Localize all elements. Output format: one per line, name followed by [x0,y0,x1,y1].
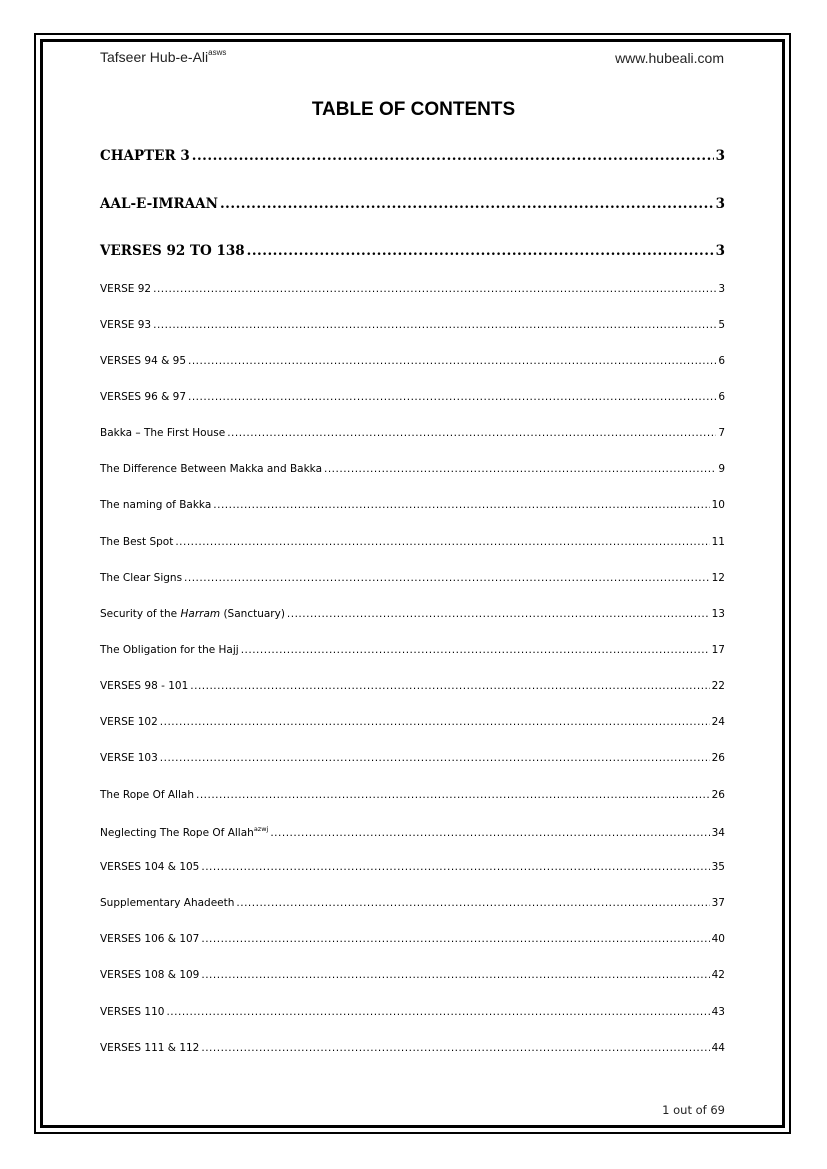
toc-entry[interactable] [100,897,725,909]
toc-entry-label-part: Neglecting The Rope Of Allah [100,827,254,839]
toc-leader-dots [188,355,716,367]
toc-leader-dots [175,536,709,548]
toc-entry[interactable] [100,680,725,692]
toc-entry[interactable] [100,933,725,945]
toc-entry-label: The naming of Bakka [100,499,212,511]
toc-leader-dots [153,283,716,295]
toc-leader-dots [201,933,709,945]
page-number: 1 out of 69 [662,1103,725,1117]
toc-entry-label: VERSE 93 [100,319,152,331]
toc-leader-dots [153,319,716,331]
toc-leader-dots [270,827,709,839]
toc-entry-label: The Obligation for the Hajj [100,644,239,656]
toc-entry[interactable] [100,572,725,584]
toc-entry[interactable] [100,789,725,801]
toc-entry-label [100,825,268,839]
toc-leader-dots [201,1042,709,1054]
toc-leader-dots [247,243,714,259]
toc-entry-page: 7 [718,427,725,439]
toc-entry-page: 35 [711,861,725,873]
toc-entry[interactable] [100,861,725,873]
toc-entry-label: CHAPTER 3 [100,148,190,164]
toc-entry-page: 11 [711,536,725,548]
toc-entry-page: 26 [711,789,725,801]
toc-entry[interactable] [100,536,725,548]
toc-leader-dots [190,680,709,692]
toc-leader-dots [201,861,709,873]
toc-entry-label-superscript: azwj [253,825,269,833]
toc-entry[interactable] [100,969,725,981]
toc-entry-label: VERSES 111 & 112 [100,1042,200,1054]
toc-entry-label: VERSES 94 & 95 [100,355,186,367]
toc-entry-page: 3 [715,148,725,164]
toc-entry[interactable] [100,608,725,620]
toc-entry-label: VERSE 92 [100,283,152,295]
toc-leader-dots [287,608,710,620]
toc-entry-page: 3 [715,196,725,212]
toc-leader-dots [227,427,716,439]
toc-entry-page: 9 [718,463,725,475]
toc-entry[interactable] [100,644,725,656]
toc-entry[interactable] [100,243,725,259]
toc-leader-dots [160,752,710,764]
toc-entry-label: The Difference Between Makka and Bakka [100,463,322,475]
toc-entry-page: 17 [711,644,725,656]
toc-entry-label: VERSES 104 & 105 [100,861,200,873]
toc-entry-page: 44 [711,1042,725,1054]
toc-entry-label: AAL-E-IMRAAN [100,196,218,212]
toc-entry-label: VERSES 106 & 107 [100,933,200,945]
toc-leader-dots [220,196,714,212]
toc-leader-dots [196,789,710,801]
toc-leader-dots [213,499,709,511]
toc-entry-label: The Clear Signs [100,572,183,584]
toc-entry-page: 26 [711,752,725,764]
toc-entry-page: 22 [711,680,725,692]
toc-leader-dots [236,897,709,909]
toc-entry-label: VERSE 103 [100,752,158,764]
toc-entry-page: 43 [711,1006,725,1018]
toc-leader-dots [201,969,709,981]
toc-leader-dots [241,644,710,656]
toc-entry[interactable] [100,1042,725,1054]
toc-entry-page: 3 [715,243,725,259]
toc-entry[interactable] [100,752,725,764]
toc-entry[interactable] [100,427,725,439]
toc-entry-label: The Rope Of Allah [100,789,194,801]
toc-entry[interactable] [100,716,725,728]
toc-entry-page: 37 [711,897,725,909]
toc-entry-label: VERSES 96 & 97 [100,391,186,403]
toc-entry-page: 3 [718,283,725,295]
toc-entry-label-italic: Harram [180,608,221,620]
toc-entry-page: 6 [718,355,725,367]
toc-entry-page: 24 [711,716,725,728]
toc-entry-label: VERSES 98 - 101 [100,680,189,692]
toc-entry-page: 10 [711,499,725,511]
toc-entry-page: 34 [711,827,725,839]
toc-entry[interactable] [100,355,725,367]
header-title-text: Tafseer Hub-e-Ali [100,49,209,65]
toc-entry-page: 40 [711,933,725,945]
header-url[interactable]: www.hubeali.com [615,50,724,66]
toc-leader-dots [188,391,716,403]
toc-entry-label: VERSE 102 [100,716,158,728]
toc-entry-label: VERSES 92 TO 138 [100,243,245,259]
toc-entry-label: The Best Spot [100,536,174,548]
toc-entry-page: 42 [711,969,725,981]
toc-entry[interactable] [100,1006,725,1018]
toc-entry-label-part: (Sanctuary) [220,608,285,620]
toc-entry[interactable] [100,499,725,511]
toc-entry[interactable] [100,319,725,331]
toc-leader-dots [324,463,716,475]
toc-entry[interactable] [100,825,725,839]
toc-entry-label-part: Security of the [100,608,181,620]
toc-entry-label: VERSES 110 [100,1006,165,1018]
toc-leader-dots [192,148,714,164]
toc-leader-dots [166,1006,709,1018]
toc-entry-label: Supplementary Ahadeeth [100,897,235,909]
toc-entry[interactable] [100,391,725,403]
toc-entry[interactable] [100,196,725,212]
toc-entry-page: 6 [718,391,725,403]
toc-title: TABLE OF CONTENTS [311,99,516,120]
toc-entry-label: Bakka – The First House [100,427,226,439]
toc-entry-page: 13 [711,608,725,620]
toc-entry-label: VERSES 108 & 109 [100,969,200,981]
toc-entry[interactable] [100,463,725,475]
toc-entry-label [100,608,285,620]
toc-leader-dots [160,716,710,728]
header-title [100,48,226,65]
toc-entry-page: 5 [718,319,725,331]
toc-entry[interactable] [100,148,725,164]
toc-entry[interactable] [100,283,725,295]
toc-leader-dots [184,572,710,584]
header-title-superscript: asws [208,48,227,57]
toc-entry-page: 12 [711,572,725,584]
